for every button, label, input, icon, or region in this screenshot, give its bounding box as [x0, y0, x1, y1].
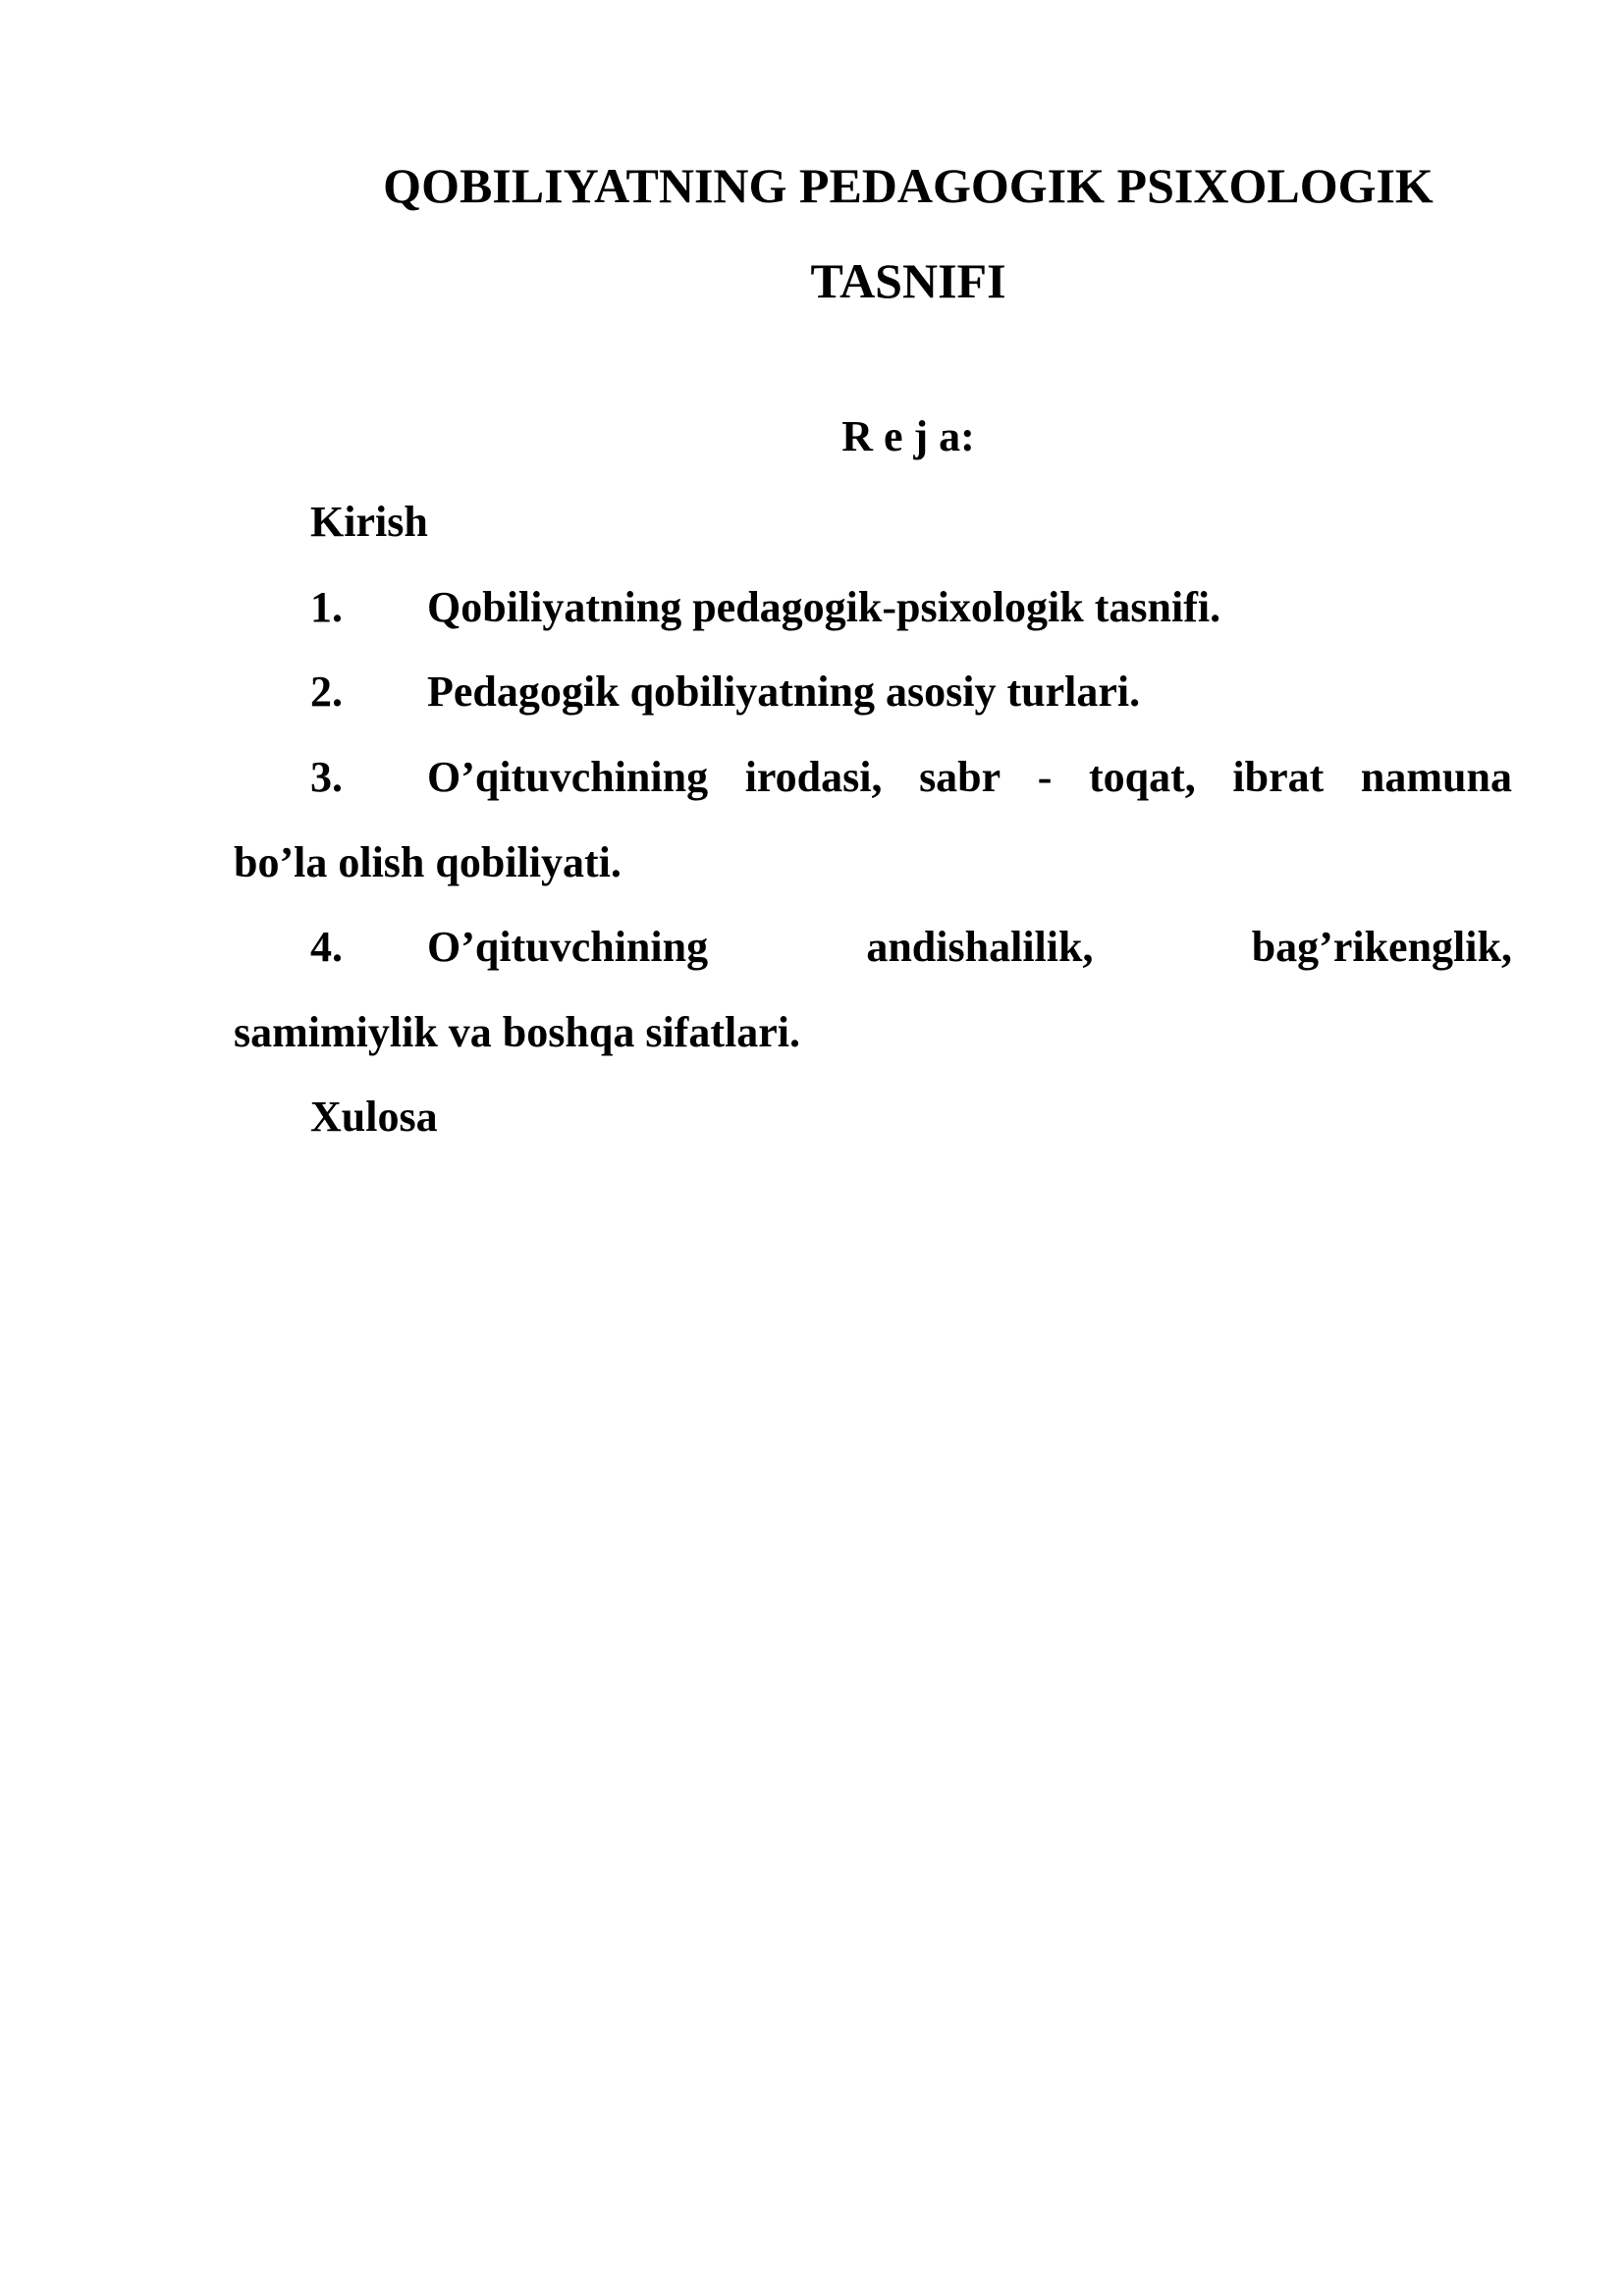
- plan-heading: R e j a:: [841, 412, 975, 460]
- plan-item-4-first-line: [427, 922, 1512, 973]
- plan-item-4-word: O’qituvchining: [427, 923, 709, 971]
- plan-item-3-word: irodasi,: [744, 753, 883, 801]
- plan-item-3-word: -: [1037, 753, 1053, 801]
- plan-intro: Kirish: [310, 498, 428, 546]
- plan-item-4-number: 4.: [310, 923, 343, 971]
- plan-item-2-text: Pedagogik qobiliyatning asosiy turlari.: [427, 667, 1141, 716]
- plan-item-3-word: ibrat: [1232, 753, 1325, 801]
- plan-item-3-word: sabr: [919, 753, 1001, 801]
- plan-item-4-continuation: samimiylik va boshqa sifatlari.: [234, 1008, 800, 1056]
- plan-item-1-number: 1.: [310, 583, 343, 631]
- plan-item-4-word: bag’rikenglik,: [1251, 923, 1512, 971]
- document-title-line-2: TASNIFI: [810, 253, 1006, 308]
- plan-item-3-word: namuna: [1360, 753, 1512, 801]
- plan-item-3-first-line: [427, 752, 1512, 803]
- plan-item-3-word: toqat,: [1089, 753, 1196, 801]
- document-title-line-1: QOBILIYATNING PEDAGOGIK PSIXOLOGIK: [383, 158, 1434, 213]
- plan-item-3-continuation: bo’la olish qobiliyati.: [234, 838, 622, 886]
- plan-conclusion: Xulosa: [310, 1093, 438, 1141]
- plan-item-1-text: Qobiliyatning pedagogik-psixologik tasnifi.: [427, 583, 1221, 631]
- plan-item-3-number: 3.: [310, 753, 343, 801]
- plan-item-4-word: andishalilik,: [866, 923, 1094, 971]
- plan-item-2-number: 2.: [310, 667, 343, 716]
- plan-item-3-word: O’qituvchining: [427, 753, 709, 801]
